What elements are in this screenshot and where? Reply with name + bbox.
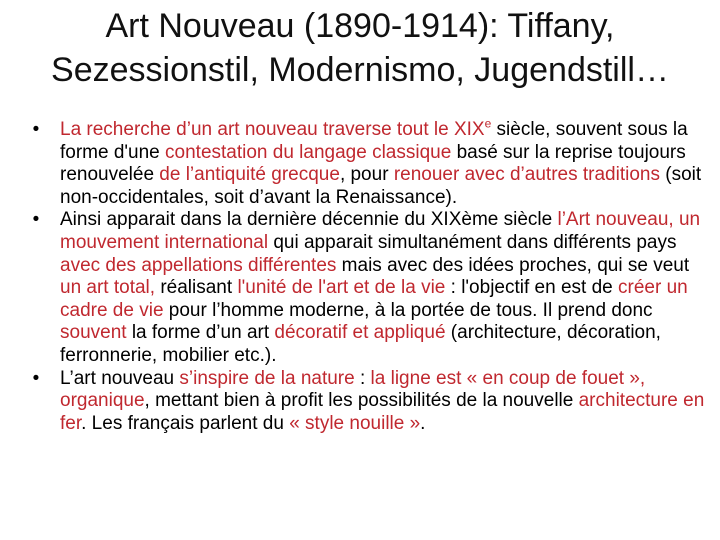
highlighted-text: s’inspire de la nature — [179, 367, 355, 389]
title-line-1: Art Nouveau (1890-1914): Tiffany, — [105, 7, 615, 45]
body-text: . — [420, 412, 426, 434]
highlighted-text: créer un cadre de vie — [60, 277, 688, 321]
body-text: réalisant — [155, 277, 238, 299]
highlighted-text: l’Art nouveau, un mouvement international — [60, 209, 701, 253]
bullet-item — [28, 116, 713, 209]
body-text: . Les français parlent du — [81, 412, 290, 434]
body-text: pour l’homme moderne, à la portée de tous. Il prend donc — [163, 299, 653, 321]
body-text: mais avec des idées proches, qui se veut — [336, 254, 690, 276]
body-text: (architecture, décoration, ferronnerie, mobilier etc.). — [60, 322, 661, 366]
bullet-item — [28, 368, 713, 436]
body-text: , pour — [339, 164, 394, 186]
highlighted-text: architecture en fer — [60, 390, 705, 434]
highlighted-text: de l’antiquité grecque — [159, 164, 340, 186]
title-line-2: Sezessionstil, Modernismo, Jugendstill… — [51, 51, 669, 89]
body-text: (soit non-occidentales, soit d’avant la Renaissance). — [60, 164, 702, 208]
bullet-item — [28, 209, 713, 367]
body-text: Ainsi apparait dans la dernière décennie du XIXème siècle — [60, 209, 558, 231]
body-text: : l'objectif en est de — [445, 277, 618, 299]
highlighted-text: un art total, — [60, 277, 156, 299]
highlighted-text: l'unité de l'art et de la vie — [237, 277, 446, 299]
body-text: qui apparait simultanément dans différents pays — [268, 231, 677, 253]
highlighted-text: avec des appellations différentes — [60, 254, 337, 276]
body-text: , mettant bien à profit les possibilités de la nouvelle — [144, 390, 579, 412]
bullet-dot-icon: • — [32, 209, 40, 231]
highlighted-text: renouer avec d’autres traditions — [393, 164, 660, 186]
highlighted-text: décoratif et appliqué — [274, 322, 446, 344]
bullet-dot-icon: • — [32, 367, 40, 389]
body-text: : — [354, 367, 371, 389]
highlighted-text: La recherche d’un art nouveau traverse tout le XIX — [60, 119, 485, 140]
body-text: L’art nouveau — [60, 367, 180, 389]
bullet-list — [28, 116, 713, 435]
highlighted-text: souvent — [60, 322, 127, 344]
body-text: siècle, souvent sous la forme d'une — [60, 119, 688, 163]
highlighted-text: contestation du langage classique — [165, 141, 452, 163]
highlighted-text: la ligne est « en coup de fouet », organique — [60, 367, 646, 412]
highlighted-text: « style nouille » — [289, 412, 421, 434]
bullet-dot-icon: • — [32, 119, 40, 140]
slide-title — [20, 4, 700, 92]
body-text: basé sur la reprise toujours renouvelée — [60, 141, 686, 186]
highlighted-text: e — [484, 116, 492, 131]
body-text: la forme d’un art — [126, 322, 275, 344]
